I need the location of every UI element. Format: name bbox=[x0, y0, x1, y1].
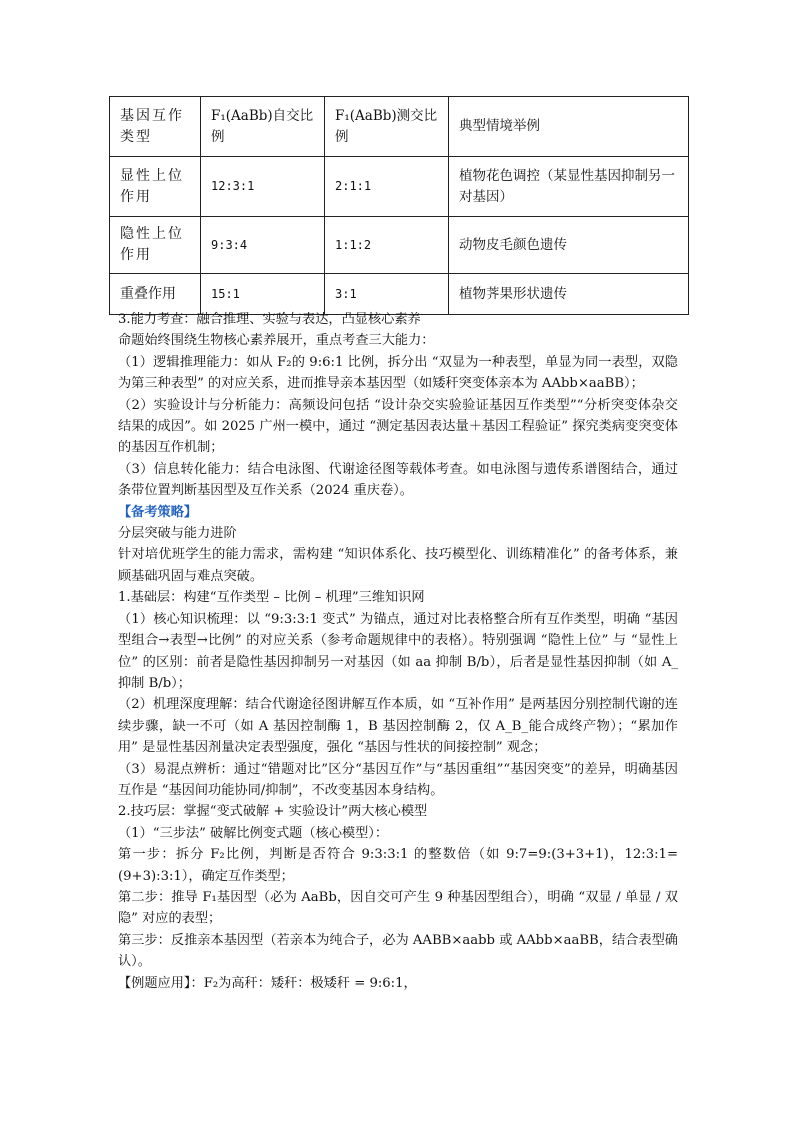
example-line: 【例题应用】：F₂为高秆：矮秆：极矮秆 = 9:6:1， bbox=[118, 975, 417, 991]
paragraph: 针对培优班学生的能力需求，需构建 “知识体系化、技巧模型化、训练精准化” 的备考体系，兼顾基础巩固与难点突破。 bbox=[118, 547, 678, 584]
table-header-cell: F₁(AaBb)自交比例 bbox=[201, 97, 325, 157]
paragraph: （3）易混点辨析：通过“错题对比”区分“基因互作”与“基因重组”“基因突变”的差异，明确基因互作是 “基因间功能协同/抑制”，不改变基因本身结构。 bbox=[118, 761, 678, 798]
table-cell: 动物皮毛颜色遗传 bbox=[449, 217, 689, 274]
paragraph: 第三步：反推亲本基因型（若亲本为纯合子，必为 AABB×aabb 或 AAbb×aaBB，结合表型确认）。 bbox=[118, 932, 678, 970]
table-row bbox=[110, 217, 689, 274]
section-heading: 2.技巧层：掌握“变式破解 + 实验设计”两大核心模型 bbox=[118, 804, 428, 820]
table-cell: 12:3:1 bbox=[201, 157, 325, 217]
paragraph: （2）实验设计与分析能力：高频设问包括 “设计杂交实验验证基因互作类型”“分析突变体杂交结果的成因”。如 2025 广州一模中，通过 “测定基因表达量＋基因工程验证” 探究类病变突变体的基因互作机制； bbox=[118, 397, 678, 456]
table-header-cell: F₁(AaBb)测交比例 bbox=[325, 97, 449, 157]
table-header-cell: 典型情境举例 bbox=[449, 97, 689, 157]
table-cell: 植物花色调控（某显性基因抑制另一对基因） bbox=[449, 157, 689, 217]
table-cell: 重叠作用 bbox=[110, 274, 201, 315]
paragraph: （1）“三步法” 破解比例变式题（核心模型）： bbox=[118, 825, 389, 841]
table-row bbox=[110, 157, 689, 217]
table-cell: 9:3:4 bbox=[201, 217, 325, 274]
paragraph: 第一步：拆分 F₂比例，判断是否符合 9:3:3:1 的整数倍（如 9:7=9:(3+3+1)，12:3:1=(9+3):3:1），确定互作类型； bbox=[118, 847, 678, 884]
section-heading: 1.基础层：构建“互作类型 – 比例 – 机理”三维知识网 bbox=[118, 590, 425, 606]
paragraph: 命题始终围绕生物核心素养展开，重点考查三大能力： bbox=[118, 333, 435, 349]
table-cell: 隐性上位作用 bbox=[110, 217, 201, 274]
paragraph: 第二步：推导 F₁基因型（必为 AaBb，因自交可产生 9 种基因型组合），明确 “双显 / 单显 / 双隐” 对应的表型； bbox=[118, 889, 678, 927]
table-cell: 显性上位作用 bbox=[110, 157, 201, 217]
table-cell: 2:1:1 bbox=[325, 157, 449, 217]
table-cell: 3:1 bbox=[325, 274, 449, 315]
table-cell: 1:1:2 bbox=[325, 217, 449, 274]
paragraph: （3）信息转化能力：结合电泳图、代谢途径图等载体考查。如电泳图与遗传系谱图结合，通过条带位置判断基因型及互作关系（2024 重庆卷）。 bbox=[118, 461, 678, 499]
table-cell: 15:1 bbox=[201, 274, 325, 315]
gene-interaction-table bbox=[109, 96, 689, 315]
body-text bbox=[118, 309, 678, 994]
strategy-heading: 【备考策略】 bbox=[118, 504, 198, 520]
section-heading: 3.能力考查：融合推理、实验与表达，凸显核心素养 bbox=[118, 312, 421, 327]
table-cell: 植物荠果形状遗传 bbox=[449, 274, 689, 315]
table-header-row bbox=[110, 97, 689, 157]
paragraph: （2）机理深度理解：结合代谢途径图讲解互作本质，如 “互补作用” 是两基因分别控制代谢的连续步骤，缺一不可（如 A 基因控制酶 1，B 基因控制酶 2，仅 A_B_能合成终产物）；“累加作用” 是显性基因剂量决定表型强度，强化 “基因与性状的间接控制” 观念； bbox=[118, 697, 678, 756]
paragraph: （1）逻辑推理能力：如从 F₂的 9:6:1 比例，拆分出 “双显为一种表型，单显为同一表型，双隐为第三种表型” 的对应关系，进而推导亲本基因型（如矮秆突变体亲本为 AAbb×aaBB）； bbox=[118, 354, 678, 392]
table-header-cell: 基因互作类型 bbox=[110, 97, 201, 157]
subheading: 分层突破与能力进阶 bbox=[118, 526, 237, 542]
paragraph: （1）核心知识梳理：以 “9:3:3:1 变式” 为锚点，通过对比表格整合所有互作类型，明确 “基因型组合→表型→比例” 的对应关系（参考命题规律中的表格）。特别强调 “隐性上位” 与 “显性上位” 的区别：前者是隐性基因抑制另一对基因（如 aa 抑制 B/b），后者是显性基因抑制（如 A_抑制 B/b）； bbox=[118, 611, 678, 691]
